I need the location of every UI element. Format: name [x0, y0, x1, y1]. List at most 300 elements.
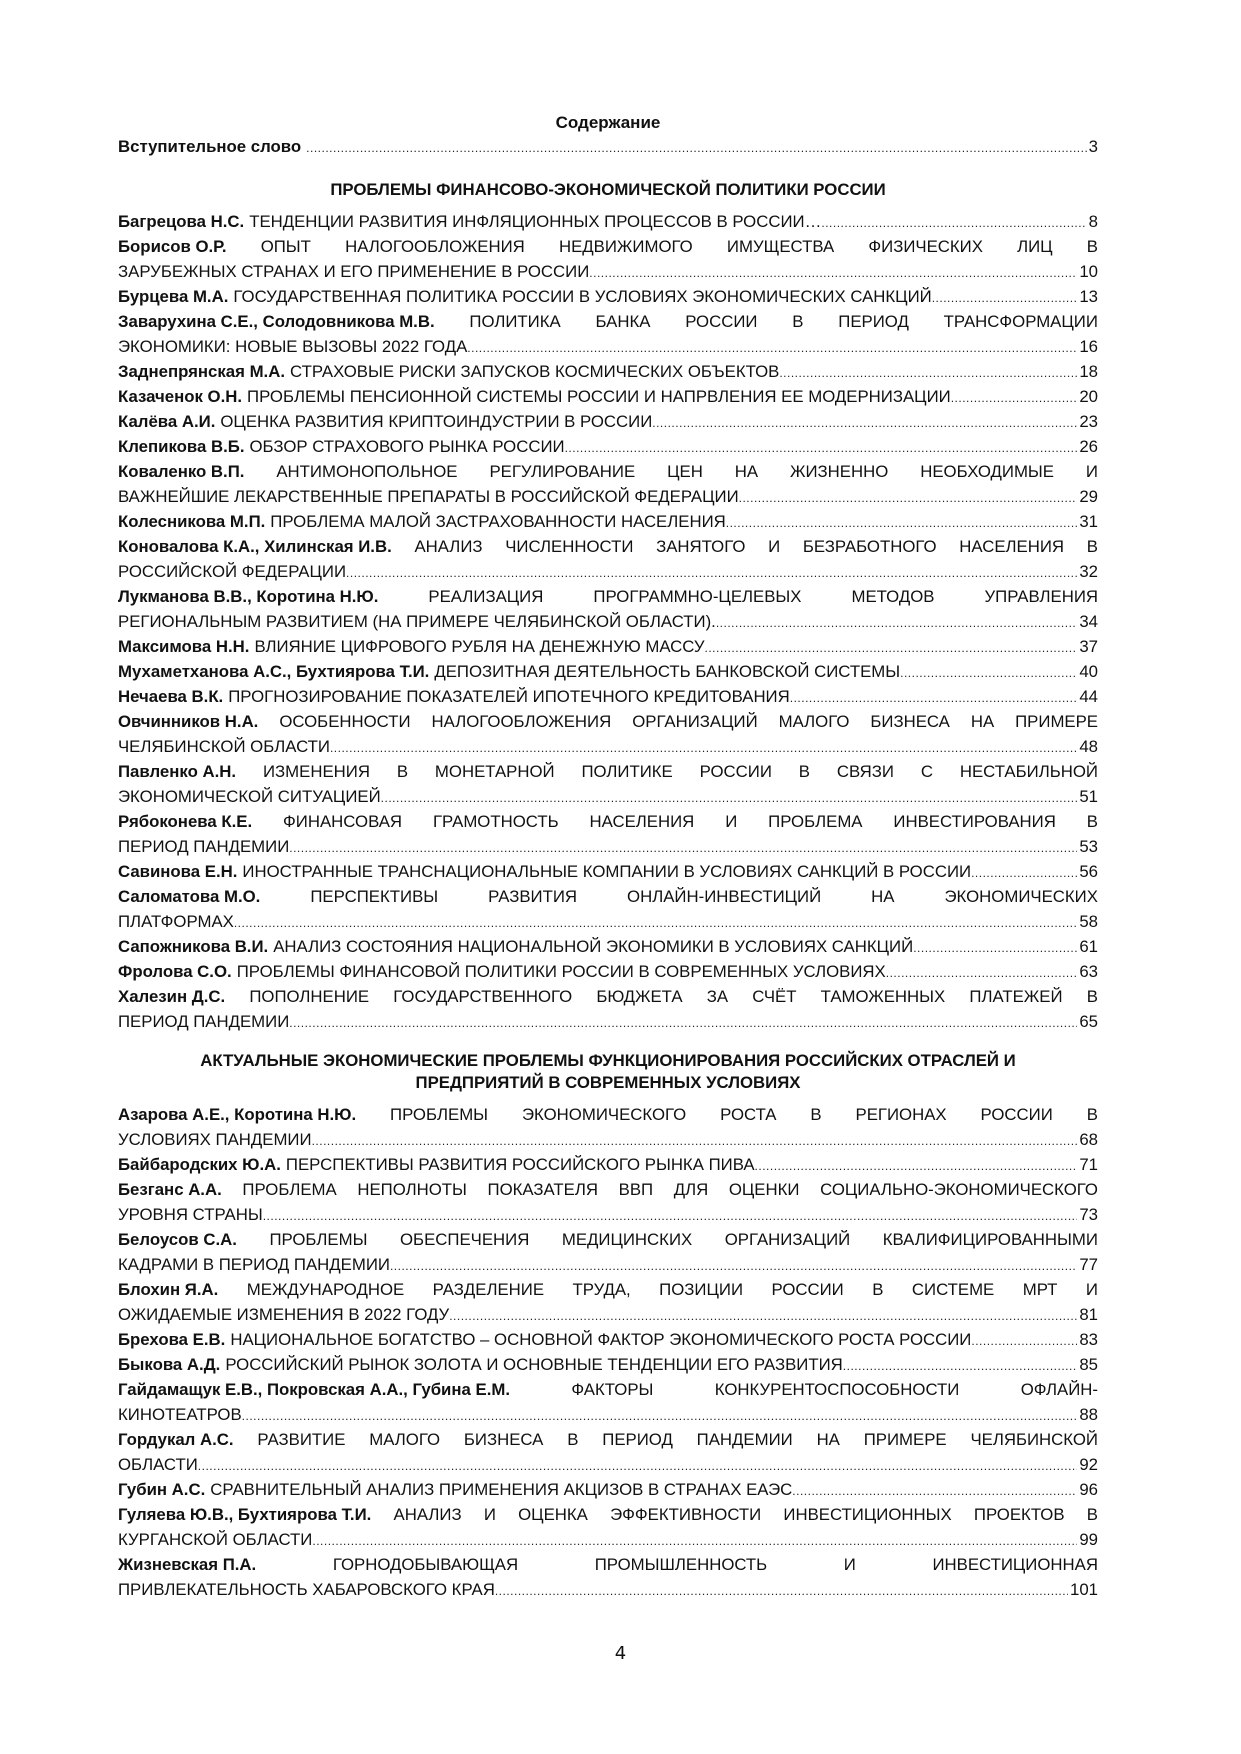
title-word: АНТИМОНОПОЛЬНОЕ	[276, 462, 458, 481]
toc-entry[interactable]	[118, 1177, 1098, 1227]
toc-entry[interactable]	[118, 1477, 1098, 1502]
title-word: ЭКОНОМИЧЕСКОГО	[521, 1105, 687, 1124]
entry-title: РОССИЙСКИЙ РЫНОК ЗОЛОТА И ОСНОВНЫЕ ТЕНДЕНЦИИ ЕГО РАЗВИТИЯ	[225, 1355, 843, 1374]
page-ref: 88	[1079, 1405, 1098, 1424]
entry-authors: Гайдамащук Е.В., Покровская А.А., Губина Е.М.	[118, 1380, 510, 1399]
toc-entry-line	[118, 859, 1098, 884]
leader-dots	[289, 1011, 1077, 1034]
title-word: В	[792, 312, 804, 331]
toc-entry[interactable]	[118, 384, 1098, 409]
page-ref: 13	[1079, 287, 1098, 306]
leader-dots	[792, 1479, 1077, 1502]
entry-authors: Рябоконева К.Е.	[118, 812, 253, 831]
entry-authors: Овчинников Н.А.	[118, 712, 259, 731]
entry-title-cont: РОССИЙСКОЙ ФЕДЕРАЦИИ	[118, 562, 347, 581]
title-word: ПРОБЛЕМА	[768, 812, 863, 831]
page-ref: 23	[1079, 412, 1098, 431]
title-word: НЕСТАБИЛЬНОЙ	[959, 762, 1098, 781]
toc-entry[interactable]	[118, 459, 1098, 509]
title-word: ПОЗИЦИИ	[659, 1280, 744, 1299]
title-word: РОССИИ	[699, 762, 772, 781]
toc-entry-line	[118, 1477, 1098, 1502]
entry-authors: Лукманова В.В., Коротина Н.Ю.	[118, 587, 379, 606]
leader-dots	[381, 786, 1078, 809]
toc-entry-line2	[118, 1127, 1098, 1152]
title-word: И	[725, 812, 738, 831]
entry-title: ГОСУДАРСТВЕННАЯ ПОЛИТИКА РОССИИ В УСЛОВИЯХ ЭКОНОМИЧЕСКИХ САНКЦИЙ	[233, 287, 932, 306]
toc-entry[interactable]	[118, 859, 1098, 884]
toc-entry-line1	[118, 709, 1098, 734]
toc-entry[interactable]	[118, 534, 1098, 584]
page-ref: 18	[1079, 362, 1098, 381]
toc-entry-line2	[118, 1402, 1098, 1427]
page-ref: 65	[1079, 1012, 1098, 1031]
toc-entry-line1	[118, 1427, 1098, 1452]
title-word: СЧЁТ	[752, 987, 797, 1006]
title-word: И	[1085, 462, 1098, 481]
toc-entry-line2	[118, 1252, 1098, 1277]
toc-entry-line	[118, 1327, 1098, 1352]
toc-entry-line2	[118, 559, 1098, 584]
entry-authors: Багрецова Н.С.	[118, 212, 245, 231]
title-word: НЕОБХОДИМЫЕ	[920, 462, 1054, 481]
toc-entry[interactable]	[118, 884, 1098, 934]
title-word: ИНВЕСТИЦИОННЫХ	[783, 1505, 952, 1524]
leader-dots	[289, 836, 1077, 859]
title-word: ПАНДЕМИИ	[696, 1430, 793, 1449]
title-word: ПРОБЛЕМА	[242, 1180, 337, 1199]
entry-title-cont: ЗАРУБЕЖНЫХ СТРАНАХ И ЕГО ПРИМЕНЕНИЕ В РОССИИ	[118, 262, 590, 281]
entry-authors: Коваленко В.П.	[118, 462, 245, 481]
title-word: БЮДЖЕТА	[596, 987, 683, 1006]
toc-entry-line	[118, 409, 1098, 434]
leader-dots	[565, 436, 1078, 459]
title-word: НА	[970, 712, 995, 731]
toc-entry[interactable]	[118, 1427, 1098, 1477]
toc-entry-line1	[118, 984, 1098, 1009]
toc-entry-line	[118, 1152, 1098, 1177]
toc-entry-line	[118, 959, 1098, 984]
leader-dots	[951, 386, 1078, 409]
title-word: ОСОБЕННОСТИ	[279, 712, 411, 731]
toc-entry[interactable]	[118, 759, 1098, 809]
title-word: АНАЛИЗ	[393, 1505, 462, 1524]
toc-entry-line2	[118, 1202, 1098, 1227]
toc-entry-line2	[118, 784, 1098, 809]
title-word: ПРИМЕРЕ	[1015, 712, 1098, 731]
page-ref: 101	[1070, 1580, 1098, 1599]
leader-dots	[198, 1454, 1078, 1477]
title-word: ВВП	[618, 1180, 654, 1199]
page-ref: 68	[1079, 1130, 1098, 1149]
leader-dots	[971, 1329, 1077, 1352]
title-word: НА	[816, 1430, 840, 1449]
toc-entry-line2	[118, 909, 1098, 934]
title-word: МЕДИЦИНСКИХ	[561, 1230, 693, 1249]
title-word: ЛИЦ	[1017, 237, 1053, 256]
page-ref: 92	[1079, 1455, 1098, 1474]
page-ref: 63	[1079, 962, 1098, 981]
page-ref: 48	[1079, 737, 1098, 756]
toc-entry[interactable]	[118, 709, 1098, 759]
entry-title: ПРОГНОЗИРОВАНИЕ ПОКАЗАТЕЛЕЙ ИПОТЕЧНОГО КРЕДИТОВАНИЯ	[228, 687, 790, 706]
title-word: ИЗМЕНЕНИЯ	[262, 762, 370, 781]
entry-authors: Коновалова К.А., Хилинская И.В.	[118, 537, 392, 556]
title-word: ГОСУДАРСТВЕННОГО	[393, 987, 573, 1006]
title-word: НАСЕЛЕНИЯ	[589, 812, 695, 831]
toc-entry-line2	[118, 1527, 1098, 1552]
entry-title-cont: ЭКОНОМИЧЕСКОЙ СИТУАЦИЕЙ	[118, 787, 381, 806]
page-ref: 61	[1079, 937, 1098, 956]
toc-entry[interactable]	[118, 1352, 1098, 1377]
entry-authors: Безганс А.А.	[118, 1180, 222, 1199]
title-word: ПЕРСПЕКТИВЫ	[310, 887, 439, 906]
page-ref: 34	[1079, 612, 1098, 631]
entry-title: ПРОБЛЕМЫ ФИНАНСОВОЙ ПОЛИТИКИ РОССИИ В СОВРЕМЕННЫХ УСЛОВИЯХ	[236, 962, 886, 981]
entry-title: ОБЗОР СТРАХОВОГО РЫНКА РОССИИ	[249, 437, 565, 456]
entry-title: СТРАХОВЫЕ РИСКИ ЗАПУСКОВ КОСМИЧЕСКИХ ОБЪЕКТОВ	[290, 362, 780, 381]
page-number: 4	[614, 1643, 627, 1664]
title-word: ПЕРИОД	[838, 312, 909, 331]
toc-entry-line1	[118, 759, 1098, 784]
title-word: В	[810, 1105, 822, 1124]
toc-entry-line	[118, 509, 1098, 534]
entry-title-cont: ПЛАТФОРМАХ	[118, 912, 234, 931]
section-heading-2-line1: АКТУАЛЬНЫЕ ЭКОНОМИЧЕСКИЕ ПРОБЛЕМЫ ФУНКЦИОНИРОВАНИЯ РОССИЙСКИХ ОТРАСЛЕЙ И	[200, 1051, 1016, 1070]
toc-entry-line1	[118, 809, 1098, 834]
leader-dots	[312, 1129, 1078, 1152]
toc-entry-intro[interactable]	[118, 134, 1098, 159]
entry-title-cont: ОБЛАСТИ	[118, 1455, 198, 1474]
entry-title-cont: ВАЖНЕЙШИЕ ЛЕКАРСТВЕННЫЕ ПРЕПАРАТЫ В РОССИЙСКОЙ ФЕДЕРАЦИИ	[118, 487, 739, 506]
toc-entry-line2	[118, 1452, 1098, 1477]
leader-dots	[843, 1354, 1078, 1377]
page-ref: 32	[1079, 562, 1098, 581]
title-word: УПРАВЛЕНИЯ	[984, 587, 1098, 606]
entry-title-cont: КУРГАНСКОЙ ОБЛАСТИ	[118, 1530, 313, 1549]
entry-title: ВЛИЯНИЕ ЦИФРОВОГО РУБЛЯ НА ДЕНЕЖНУЮ МАССУ	[254, 637, 705, 656]
title-word: ПЕРИОД	[602, 1430, 673, 1449]
leader-dots	[306, 136, 1087, 159]
title-word: КОНКУРЕНТОСПОСОБНОСТИ	[714, 1380, 960, 1399]
entry-title: НАЦИОНАЛЬНОЕ БОГАТСТВО – ОСНОВНОЙ ФАКТОР ЭКОНОМИЧЕСКОГО РОСТА РОССИИ	[230, 1330, 972, 1349]
title-word: ГОРНОДОБЫВАЮЩАЯ	[332, 1555, 519, 1574]
entry-authors: Казаченок О.Н.	[118, 387, 243, 406]
contents-title: Содержание	[555, 113, 661, 132]
title-word: НАЛОГООБЛОЖЕНИЯ	[345, 237, 525, 256]
leader-dots	[449, 1304, 1077, 1327]
title-word: РОССИИ	[771, 1280, 844, 1299]
toc-entry-line2	[118, 1577, 1098, 1602]
toc-entry[interactable]	[118, 1327, 1098, 1352]
toc-entry[interactable]	[118, 234, 1098, 284]
toc-entry-line1	[118, 309, 1098, 334]
toc-entry[interactable]	[118, 509, 1098, 534]
entry-authors: Мухаметханова А.С., Бухтиярова Т.И.	[118, 662, 430, 681]
page-ref: 16	[1079, 337, 1098, 356]
page-ref: 96	[1079, 1480, 1098, 1499]
page-ref: 53	[1079, 837, 1098, 856]
toc-entry-line	[118, 359, 1098, 384]
title-word: ПРОМЫШЛЕННОСТЬ	[594, 1555, 768, 1574]
page-ref: 20	[1079, 387, 1098, 406]
toc-entry[interactable]	[118, 209, 1098, 234]
title-word: ТРУДА,	[572, 1280, 631, 1299]
toc-page	[118, 112, 1098, 1602]
title-word: ПРОБЛЕМЫ	[390, 1105, 489, 1124]
leader-dots	[705, 636, 1078, 659]
title-word: ОЦЕНКА	[518, 1505, 588, 1524]
toc-entry-line	[118, 659, 1098, 684]
title-word: ПОЛИТИКА	[469, 312, 561, 331]
title-word: С	[920, 762, 933, 781]
toc-entry[interactable]	[118, 634, 1098, 659]
entry-title: ПРОБЛЕМА МАЛОЙ ЗАСТРАХОВАННОСТИ НАСЕЛЕНИЯ	[270, 512, 726, 531]
title-word: ПРОЕКТОВ	[973, 1505, 1065, 1524]
title-word: СОЦИАЛЬНО-ЭКОНОМИЧЕСКОГО	[820, 1180, 1098, 1199]
section-1-entries	[118, 209, 1098, 1034]
entry-title-cont: ЧЕЛЯБИНСКОЙ ОБЛАСТИ	[118, 737, 330, 756]
title-word: ЧЕЛЯБИНСКОЙ	[970, 1430, 1098, 1449]
entry-title: ОЦЕНКА РАЗВИТИЯ КРИПТОИНДУСТРИИ В РОССИИ	[220, 412, 653, 431]
toc-entry-line	[118, 434, 1098, 459]
entry-title: ИНОСТРАННЫЕ ТРАНСНАЦИОНАЛЬНЫЕ КОМПАНИИ В УСЛОВИЯХ САНКЦИЙ В РОССИИ	[242, 862, 972, 881]
title-word: В	[1086, 237, 1098, 256]
entry-authors: Быкова А.Д.	[118, 1355, 221, 1374]
page-ref: 77	[1079, 1255, 1098, 1274]
leader-dots	[900, 661, 1077, 684]
title-word: РАЗВИТИЯ	[488, 887, 578, 906]
title-word: В	[1086, 812, 1098, 831]
toc-entry[interactable]	[118, 1552, 1098, 1602]
title-word: НЕДВИЖИМОГО	[559, 237, 693, 256]
toc-entry[interactable]	[118, 1377, 1098, 1427]
leader-dots	[913, 936, 1077, 959]
page-ref: 26	[1079, 437, 1098, 456]
entry-authors: Белоусов С.А.	[118, 1230, 237, 1249]
toc-entry-line1	[118, 1177, 1098, 1202]
entry-authors: Борисов О.Р.	[118, 237, 227, 256]
title-word: И	[1085, 1280, 1098, 1299]
title-word: НА	[871, 887, 895, 906]
title-word: В	[1086, 1505, 1098, 1524]
entry-title-cont: РЕГИОНАЛЬНЫМ РАЗВИТИЕМ (НА ПРИМЕРЕ ЧЕЛЯБИНСКОЙ ОБЛАСТИ).	[118, 612, 716, 631]
leader-dots	[589, 261, 1077, 284]
toc-entry[interactable]	[118, 1277, 1098, 1327]
page-ref: 85	[1079, 1355, 1098, 1374]
entry-title-cont: ПЕРИОД ПАНДЕМИИ	[118, 1012, 290, 1031]
toc-entry-line2	[118, 734, 1098, 759]
title-word: БАНКА	[595, 312, 651, 331]
toc-entry-line1	[118, 1552, 1098, 1577]
title-word: ПОПОЛНЕНИЕ	[249, 987, 370, 1006]
toc-entry[interactable]	[118, 434, 1098, 459]
toc-entry-line1	[118, 1502, 1098, 1527]
entry-title-cont: ЭКОНОМИКИ: НОВЫЕ ВЫЗОВЫ 2022 ГОДА	[118, 337, 468, 356]
leader-dots	[755, 1154, 1078, 1177]
entry-title-cont: УСЛОВИЯХ ПАНДЕМИИ	[118, 1130, 312, 1149]
title-word: ОРГАНИЗАЦИЙ	[724, 1230, 851, 1249]
title-word: СВЯЗИ	[836, 762, 894, 781]
title-word: ОПЫТ	[260, 237, 311, 256]
leader-dots	[971, 861, 1077, 884]
title-word: ОБЕСПЕЧЕНИЯ	[400, 1230, 530, 1249]
entry-authors: Блохин Я.А.	[118, 1280, 219, 1299]
entry-authors: Халезин Д.С.	[118, 987, 226, 1006]
page-ref: 73	[1079, 1205, 1098, 1224]
title-word: ЧИСЛЕННОСТИ	[505, 537, 634, 556]
page-ref: 29	[1079, 487, 1098, 506]
title-word: НАСЕЛЕНИЯ	[959, 537, 1065, 556]
title-word: ПОКАЗАТЕЛЯ	[487, 1180, 599, 1199]
toc-entry-line2	[118, 1009, 1098, 1034]
title-word: ФИНАНСОВАЯ	[283, 812, 403, 831]
title-word: В	[1086, 537, 1098, 556]
toc-entry[interactable]	[118, 659, 1098, 684]
title-word: РАЗДЕЛЕНИЕ	[432, 1280, 545, 1299]
title-word: В	[798, 762, 810, 781]
title-word: РОССИИ	[685, 312, 758, 331]
title-word: ПРОБЛЕМЫ	[269, 1230, 368, 1249]
toc-entry-line	[118, 209, 1098, 234]
entry-title-cont: КАДРАМИ В ПЕРИОД ПАНДЕМИИ	[118, 1255, 390, 1274]
leader-dots	[790, 686, 1078, 709]
page-ref: 37	[1079, 637, 1098, 656]
toc-entry[interactable]	[118, 984, 1098, 1034]
toc-entry-line	[118, 1352, 1098, 1377]
toc-entry[interactable]	[118, 1152, 1098, 1177]
title-word: В	[872, 1280, 884, 1299]
toc-entry[interactable]	[118, 284, 1098, 309]
entry-authors: Гордукал А.С.	[118, 1430, 234, 1449]
leader-dots	[886, 961, 1078, 984]
toc-entry-line	[118, 384, 1098, 409]
leader-dots	[242, 1404, 1078, 1427]
leader-dots	[263, 1204, 1078, 1227]
title-word: СИСТЕМЕ	[911, 1280, 995, 1299]
title-word: РАЗВИТИЕ	[257, 1430, 346, 1449]
page-ref: 3	[1088, 137, 1098, 156]
entry-authors: Губин А.С.	[118, 1480, 206, 1499]
toc-entry-line	[118, 284, 1098, 309]
leader-dots	[779, 361, 1077, 384]
toc-entry[interactable]	[118, 684, 1098, 709]
title-word: НА	[734, 462, 759, 481]
toc-entry-line1	[118, 1377, 1098, 1402]
title-word: ИНВЕСТИЦИОННАЯ	[932, 1555, 1098, 1574]
section-heading-2-line2: ПРЕДПРИЯТИЙ В СОВРЕМЕННЫХ УСЛОВИЯХ	[415, 1073, 801, 1092]
title-word: В	[396, 762, 409, 781]
title-word: ФАКТОРЫ	[571, 1380, 654, 1399]
toc-entry[interactable]	[118, 359, 1098, 384]
entry-title: ПРОБЛЕМЫ ПЕНСИОННОЙ СИСТЕМЫ РОССИИ И НАПРВЛЕНИЯ ЕЕ МОДЕРНИЗАЦИИ	[247, 387, 951, 406]
title-word: МЕЖДУНАРОДНОЕ	[246, 1280, 405, 1299]
toc-entry-line2	[118, 484, 1098, 509]
entry-authors: Жизневская П.А.	[118, 1555, 257, 1574]
toc-entry[interactable]	[118, 309, 1098, 359]
toc-entry[interactable]	[118, 959, 1098, 984]
entry-authors: Нечаева В.К.	[118, 687, 224, 706]
title-word: ПРИМЕРЕ	[863, 1430, 947, 1449]
toc-entry[interactable]	[118, 934, 1098, 959]
intro-title: Вступительное слово	[118, 137, 302, 156]
leader-dots	[312, 1529, 1077, 1552]
title-word: ИНВЕСТИРОВАНИЯ	[893, 812, 1056, 831]
page-ref: 99	[1079, 1530, 1098, 1549]
toc-entry-line2	[118, 834, 1098, 859]
title-word: МРТ	[1022, 1280, 1058, 1299]
entry-authors: Сапожникова В.И.	[118, 937, 269, 956]
title-word: АНАЛИЗ	[414, 537, 483, 556]
title-word: НАЛОГООБЛОЖЕНИЯ	[431, 712, 612, 731]
page-ref: 8	[1088, 212, 1098, 231]
entry-title: ТЕНДЕНЦИИ РАЗВИТИЯ ИНФЛЯЦИОННЫХ ПРОЦЕССОВ В РОССИИ…	[249, 212, 822, 231]
entry-title-cont: ОЖИДАЕМЫЕ ИЗМЕНЕНИЯ В 2022 ГОДУ	[118, 1305, 450, 1324]
page-ref: 10	[1079, 262, 1098, 281]
entry-authors: Клепикова В.Б.	[118, 437, 245, 456]
leader-dots	[821, 211, 1086, 234]
toc-entry-line2	[118, 609, 1098, 634]
title-word: ФИЗИЧЕСКИХ	[868, 237, 983, 256]
entry-title: АНАЛИЗ СОСТОЯНИЯ НАЦИОНАЛЬНОЙ ЭКОНОМИКИ В УСЛОВИЯХ САНКЦИЙ	[273, 937, 914, 956]
page-ref: 44	[1079, 687, 1098, 706]
title-word: В	[1086, 987, 1098, 1006]
section-2-entries	[118, 1102, 1098, 1602]
title-word: В	[1086, 1105, 1098, 1124]
toc-entry[interactable]	[118, 1102, 1098, 1152]
title-word: ПОЛИТИКЕ	[581, 762, 673, 781]
leader-dots	[346, 561, 1077, 584]
title-word: БИЗНЕСА	[463, 1430, 544, 1449]
entry-authors: Саломатова М.О.	[118, 887, 261, 906]
title-word: В	[567, 1430, 579, 1449]
toc-entry-line1	[118, 1277, 1098, 1302]
title-word: И	[843, 1555, 856, 1574]
title-word: РЕГУЛИРОВАНИЕ	[489, 462, 636, 481]
entry-title: ПЕРСПЕКТИВЫ РАЗВИТИЯ РОССИЙСКОГО РЫНКА ПИВА	[285, 1155, 755, 1174]
toc-entry-line1	[118, 234, 1098, 259]
entry-authors: Бурцева М.А.	[118, 287, 229, 306]
title-word: И	[483, 1505, 496, 1524]
title-word: КВАЛИФИЦИРОВАННЫМИ	[882, 1230, 1098, 1249]
entry-title-cont: ПРИВЛЕКАТЕЛЬНОСТЬ ХАБАРОВСКОГО КРАЯ	[118, 1580, 495, 1599]
toc-entry[interactable]	[118, 409, 1098, 434]
leader-dots	[739, 486, 1078, 509]
toc-entry-line2	[118, 334, 1098, 359]
title-word: МАЛОГО	[369, 1430, 441, 1449]
toc-entry-line1	[118, 534, 1098, 559]
entry-authors: Савинова Е.Н.	[118, 862, 238, 881]
page-ref: 81	[1079, 1305, 1098, 1324]
title-word: ПРОГРАММНО-ЦЕЛЕВЫХ	[593, 587, 802, 606]
title-word: ЭФФЕКТИВНОСТИ	[610, 1505, 762, 1524]
toc-entry-line1	[118, 459, 1098, 484]
title-word: ОРГАНИЗАЦИЙ	[632, 712, 758, 731]
toc-entry[interactable]	[118, 1502, 1098, 1552]
entry-authors: Байбародских Ю.А.	[118, 1155, 281, 1174]
leader-dots	[652, 411, 1077, 434]
toc-entry[interactable]	[118, 584, 1098, 634]
title-word: НЕПОЛНОТЫ	[357, 1180, 467, 1199]
toc-entry-line2	[118, 259, 1098, 284]
leader-dots	[390, 1254, 1077, 1277]
leader-dots	[932, 286, 1078, 309]
toc-entry[interactable]	[118, 1227, 1098, 1277]
title-word: РОСТА	[720, 1105, 777, 1124]
title-word: БИЗНЕСА	[870, 712, 950, 731]
toc-entry[interactable]	[118, 809, 1098, 859]
entry-title-cont: УРОВНЯ СТРАНЫ	[118, 1205, 263, 1224]
